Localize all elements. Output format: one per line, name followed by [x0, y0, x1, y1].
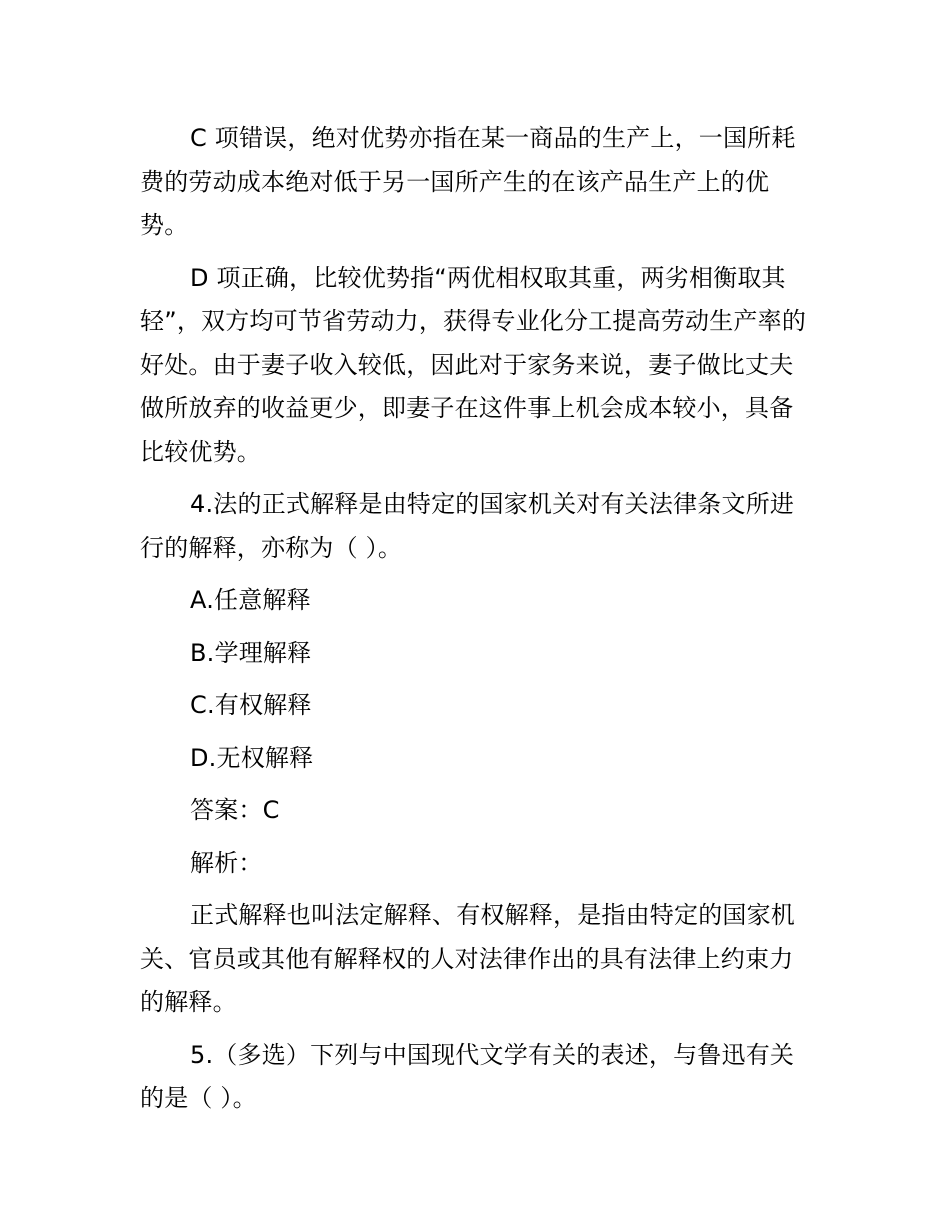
question-4-answer: 答案：C — [190, 796, 280, 824]
question-5-stem: 5.（多选）下列与中国现代文学有关的表述，与鲁迅有关的是（ ）。 — [140, 1040, 795, 1112]
question-4-option-d: D.无权解释 — [190, 743, 314, 772]
question-4-analysis-label: 解析： — [190, 848, 263, 877]
question-4-stem: 4.法的正式解释是由特定的国家机关对有关法律条文所进行的解释，亦称为（ ）。 — [140, 490, 795, 562]
question-4-analysis-text: 正式解释也叫法定解释、有权解释，是指由特定的国家机关、官员或其他有解释权的人对法律作出的具有法律上约束力的解释。 — [140, 901, 795, 1016]
paragraph-option-c-explanation: C 项错误，绝对优势亦指在某一商品的生产上，一国所耗费的劳动成本绝对低于另一国所产生的在该产品生产上的优势。 — [140, 124, 796, 239]
question-4-option-c: C.有权解释 — [190, 691, 312, 719]
question-4-option-a: A.任意解释 — [190, 586, 311, 614]
paragraph-option-d-explanation: D 项正确，比较优势指“两优相权取其重，两劣相衡取其轻”，双方均可节省劳动力，获得专业化分工提高劳动生产率的好处。由于妻子收入较低，因此对于家务来说，妻子做比丈夫做所放弃的收益更少，即妻子在这件事上机会成本较小，具备比较优势。 — [140, 263, 807, 466]
question-4-option-b: B.学理解释 — [190, 638, 312, 667]
